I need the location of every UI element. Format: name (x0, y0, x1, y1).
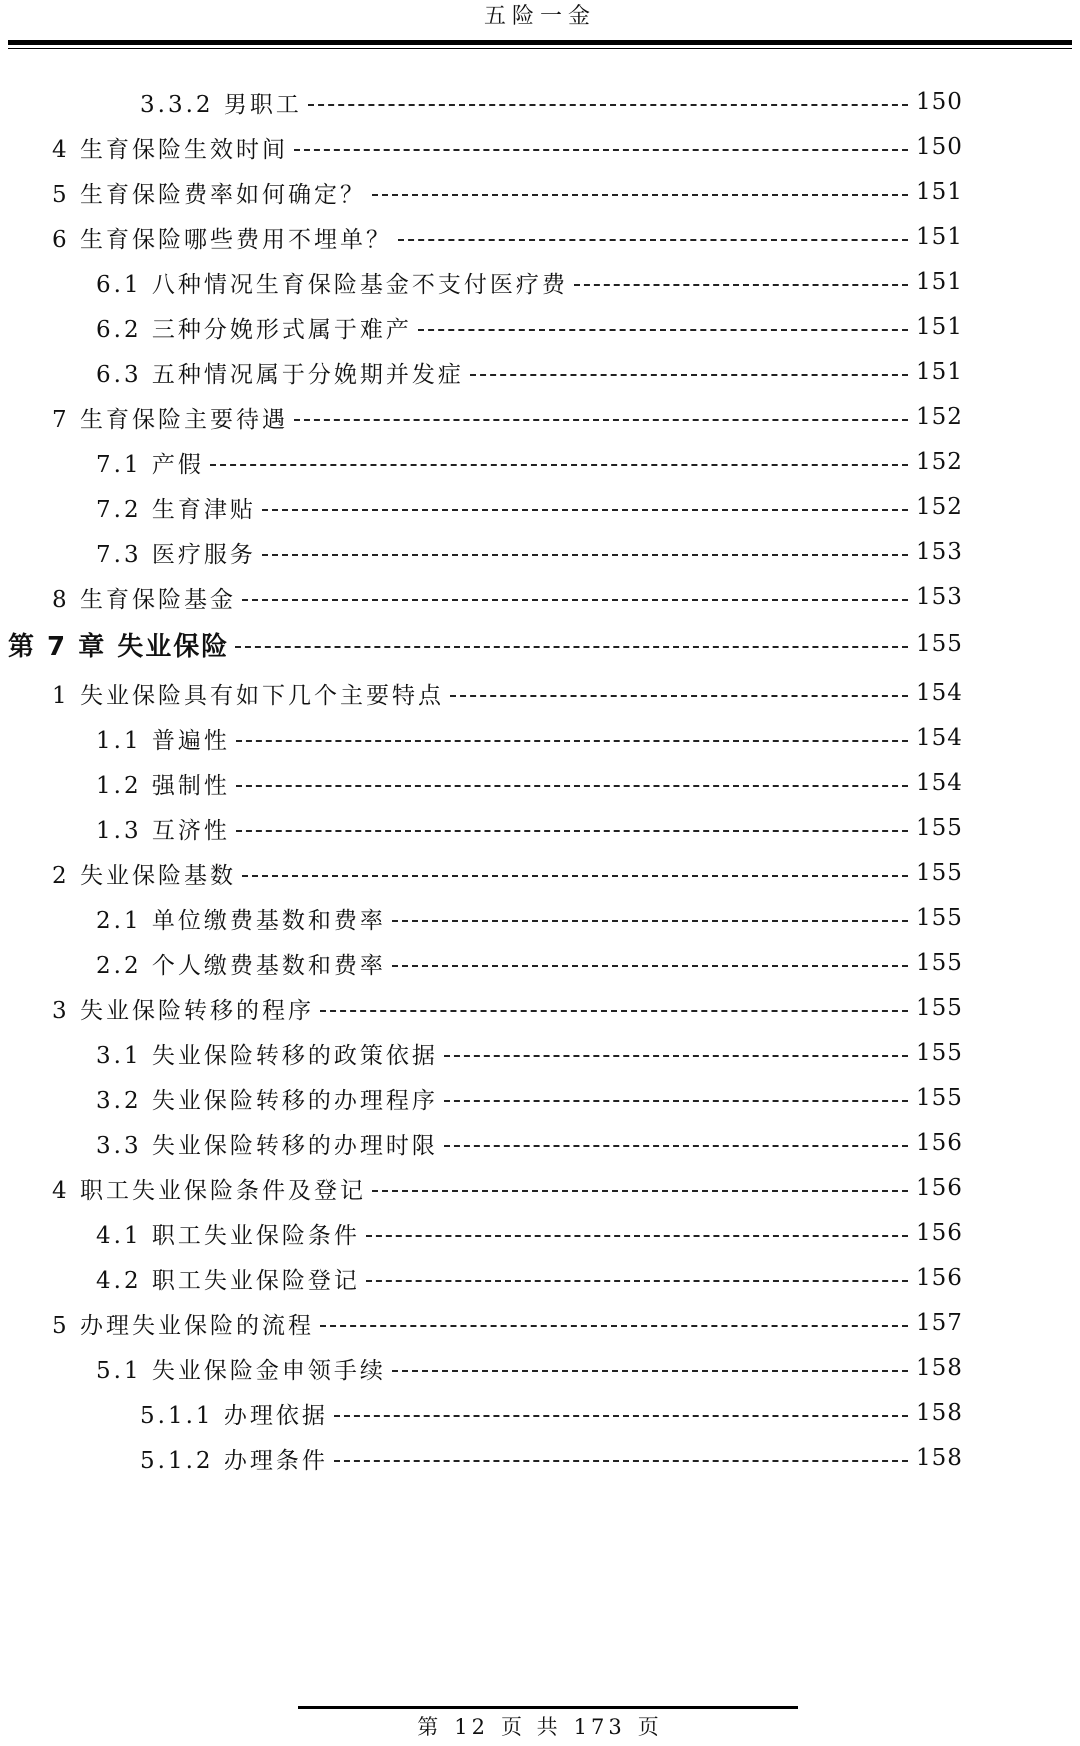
toc-entry-page: 152 (916, 404, 963, 430)
toc-leader (470, 374, 908, 376)
toc-entry-page: 155 (916, 815, 963, 841)
toc-entry[interactable] (52, 988, 962, 1028)
toc-entry-label: 5 生育保险费率如何确定？ (52, 181, 366, 208)
toc-entry[interactable] (96, 442, 962, 482)
toc-entry-page: 156 (916, 1220, 963, 1246)
toc-entry-label: 7.1 产假 (96, 451, 204, 478)
toc-entry[interactable] (140, 82, 962, 122)
toc-entry[interactable] (52, 397, 962, 437)
toc-entry-label: 4.1 职工失业保险条件 (96, 1222, 360, 1249)
toc-leader (294, 149, 908, 151)
toc-entry[interactable] (96, 487, 962, 527)
toc-entry-page: 158 (916, 1400, 963, 1426)
toc-leader (444, 1100, 908, 1102)
toc-entry-page: 155 (916, 631, 963, 657)
toc-entry[interactable] (52, 217, 962, 257)
toc-leader (398, 239, 908, 241)
toc-leader (392, 1370, 908, 1372)
toc-entry[interactable] (96, 763, 962, 803)
toc-entry-label: 8 生育保险基金 (52, 586, 236, 613)
toc-entry[interactable] (96, 307, 962, 347)
toc-entry-label: 2 失业保险基数 (52, 862, 236, 889)
toc-entry-label: 2.2 个人缴费基数和费率 (96, 952, 386, 979)
toc-entry-page: 151 (916, 224, 963, 250)
toc-entry-label: 6.3 五种情况属于分娩期并发症 (96, 361, 464, 388)
toc-entry-label: 5.1.2 办理条件 (140, 1447, 328, 1474)
toc-entry[interactable] (96, 1258, 962, 1298)
toc-leader (294, 419, 908, 421)
toc-entry-page: 154 (916, 680, 963, 706)
toc-entry-label: 4 生育保险生效时间 (52, 136, 288, 163)
toc-entry-page: 155 (916, 1040, 963, 1066)
header-rule-thick (8, 40, 1072, 45)
toc-entry-page: 153 (916, 539, 963, 565)
toc-entry-label: 7.3 医疗服务 (96, 541, 256, 568)
toc-leader (366, 1280, 908, 1282)
toc-entry-label: 1.2 强制性 (96, 772, 230, 799)
toc-entry[interactable] (96, 352, 962, 392)
toc-leader (242, 599, 908, 601)
header-title: 五险一金 (483, 4, 596, 29)
toc-entry-page: 152 (916, 494, 963, 520)
toc-entry-page: 155 (916, 1085, 963, 1111)
toc-entry[interactable] (96, 1123, 962, 1163)
toc-entry-page: 151 (916, 359, 963, 385)
toc-chapter-entry[interactable] (8, 624, 962, 664)
toc-entry[interactable] (52, 172, 962, 212)
toc-entry-label: 7.2 生育津贴 (96, 496, 256, 523)
footer-suffix: 页 (637, 1715, 663, 1739)
toc-entry-label: 5 办理失业保险的流程 (52, 1312, 314, 1339)
toc-entry[interactable] (52, 673, 962, 713)
toc-leader (242, 875, 908, 877)
toc-entry-label: 4.2 职工失业保险登记 (96, 1267, 360, 1294)
toc-leader (372, 194, 908, 196)
toc-leader (236, 830, 908, 832)
footer-middle: 页 共 (500, 1715, 562, 1739)
toc-entry-label: 6.2 三种分娩形式属于难产 (96, 316, 412, 343)
toc-leader (236, 785, 908, 787)
toc-entry-page: 153 (916, 584, 963, 610)
toc-entry-label: 3.3.2 男职工 (140, 91, 302, 118)
header-rule-thin (8, 48, 1072, 49)
toc-entry-label: 4 职工失业保险条件及登记 (52, 1177, 366, 1204)
toc-entry[interactable] (96, 532, 962, 572)
toc-entry-label: 第 7 章 失业保险 (8, 631, 230, 662)
footer-prefix: 第 (417, 1715, 443, 1739)
toc-entry[interactable] (96, 898, 962, 938)
toc-leader (444, 1055, 908, 1057)
toc-entry-page: 154 (916, 725, 963, 751)
toc-leader (320, 1325, 908, 1327)
toc-leader (308, 104, 908, 106)
toc-entry[interactable] (52, 853, 962, 893)
toc-entry-page: 151 (916, 269, 963, 295)
toc-leader (320, 1010, 908, 1012)
toc-entry-page: 156 (916, 1175, 963, 1201)
toc-entry-page: 158 (916, 1445, 963, 1471)
toc-entry-page: 155 (916, 950, 963, 976)
toc-entry-page: 157 (916, 1310, 963, 1336)
toc-entry-page: 155 (916, 995, 963, 1021)
toc-entry-page: 158 (916, 1355, 963, 1381)
toc-leader (444, 1145, 908, 1147)
toc-entry-page: 156 (916, 1265, 963, 1291)
toc-entry[interactable] (52, 1303, 962, 1343)
toc-leader (366, 1235, 908, 1237)
toc-leader (392, 965, 908, 967)
toc-entry-page: 151 (916, 179, 963, 205)
toc-leader (574, 284, 908, 286)
toc-leader (210, 464, 908, 466)
toc-entry[interactable] (96, 1078, 962, 1118)
toc-entry-label: 6 生育保险哪些费用不埋单？ (52, 226, 392, 253)
toc-entry-page: 155 (916, 860, 963, 886)
toc-entry[interactable] (140, 1438, 962, 1478)
toc-entry-label: 3.3 失业保险转移的办理时限 (96, 1132, 438, 1159)
toc-entry-label: 3.2 失业保险转移的办理程序 (96, 1087, 438, 1114)
toc-leader (392, 920, 908, 922)
toc-leader (334, 1415, 908, 1417)
toc-entry[interactable] (96, 1348, 962, 1388)
toc-entry[interactable] (140, 1393, 962, 1433)
toc-entry-label: 2.1 单位缴费基数和费率 (96, 907, 386, 934)
toc-entry-page: 150 (916, 134, 963, 160)
toc-entry-page: 151 (916, 314, 963, 340)
toc-entry[interactable] (96, 808, 962, 848)
footer-total-pages: 173 (573, 1715, 626, 1739)
toc-entry-label: 6.1 八种情况生育保险基金不支付医疗费 (96, 271, 568, 298)
toc-entry-label: 1.1 普遍性 (96, 727, 230, 754)
toc-entry-page: 152 (916, 449, 963, 475)
page-footer (0, 1714, 1080, 1740)
toc-entry-page: 155 (916, 905, 963, 931)
toc-leader (262, 554, 908, 556)
footer-rule (298, 1706, 798, 1709)
toc-entry-label: 7 生育保险主要待遇 (52, 406, 288, 433)
toc-entry-label: 1 失业保险具有如下几个主要特点 (52, 682, 444, 709)
footer-current-page: 12 (454, 1715, 489, 1739)
toc-leader (236, 740, 908, 742)
toc-entry-label: 1.3 互济性 (96, 817, 230, 844)
toc-leader (418, 329, 908, 331)
toc-entry[interactable] (96, 1213, 962, 1253)
toc-leader (262, 509, 908, 511)
toc-entry-label: 5.1 失业保险金申领手续 (96, 1357, 386, 1384)
toc-entry[interactable] (96, 718, 962, 758)
toc-entry-label: 3.1 失业保险转移的政策依据 (96, 1042, 438, 1069)
toc-leader (450, 695, 908, 697)
toc-entry-page: 156 (916, 1130, 963, 1156)
toc-entry[interactable] (52, 1168, 962, 1208)
toc-entry[interactable] (52, 127, 962, 167)
toc-entry[interactable] (96, 943, 962, 983)
toc-entry[interactable] (52, 577, 962, 617)
toc-leader (372, 1190, 908, 1192)
toc-entry[interactable] (96, 262, 962, 302)
toc-entry-label: 3 失业保险转移的程序 (52, 997, 314, 1024)
toc-entry-page: 150 (916, 89, 963, 115)
toc-leader (235, 646, 908, 648)
toc-leader (334, 1460, 908, 1462)
toc-entry-page: 154 (916, 770, 963, 796)
toc-entry[interactable] (96, 1033, 962, 1073)
toc-entry-label: 5.1.1 办理依据 (140, 1402, 328, 1429)
